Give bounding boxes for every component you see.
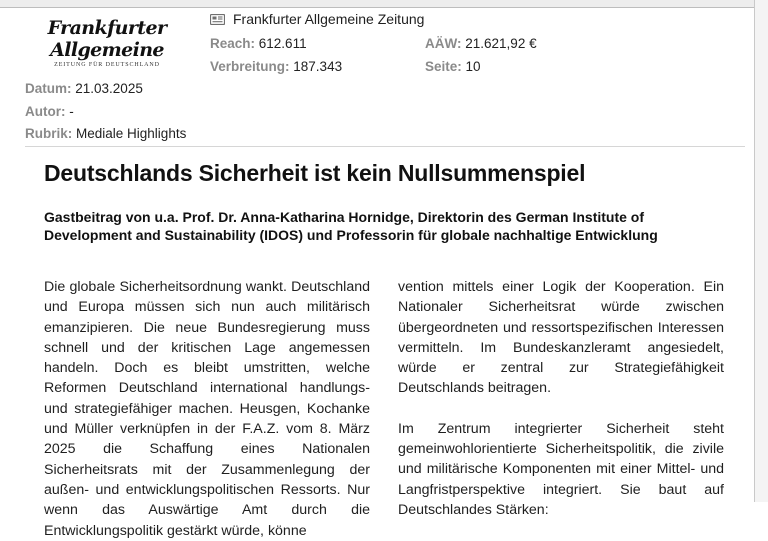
page-value: 10 bbox=[465, 59, 481, 74]
distribution-value: 187.343 bbox=[293, 59, 343, 74]
header-divider bbox=[25, 146, 745, 147]
aaw-value: 21.621,92 € bbox=[465, 36, 537, 51]
article-column-2 bbox=[398, 277, 724, 520]
logo-wordmark: Frankfurter Allgemeine bbox=[47, 17, 167, 61]
author-field bbox=[25, 104, 74, 119]
article-subtitle: Gastbeitrag von u.a. Prof. Dr. Anna-Katharina Hornidge, Direktorin des German Institute of Development and Sustainability (IDOS) und Professorin für globale nachhaltige Entwicklung bbox=[44, 209, 658, 243]
reach-metric bbox=[210, 36, 307, 51]
article-column-1 bbox=[44, 277, 370, 541]
scrollbar-track[interactable] bbox=[754, 0, 768, 502]
top-border bbox=[0, 0, 768, 8]
article-paragraph: Die globale Sicherheitsordnung wankt. Deutschland und Europa müssen sich nun auch militärisch emanzipieren. Die neue Bundesregierung muss schnell und der kritischen Lage angemessen handeln. Doch es bleibt umstritten, welche Reformen Deutschland international handlungs- und strategiefähiger machen. Heusgen, Kochanke und Müller verknüpfen in der F.A.Z. vom 8. März 2025 die Schaffung eines Nationalen Sicherheitsrats mit der Zusammenlegung der außen- und entwicklungspolitischen Ressorts. Nur wenn das Auswärtige Amt durch die Entwicklungspolitik gestärkt würde, könne bbox=[44, 279, 370, 539]
article-title: Deutschlands Sicherheit ist kein Nullsummenspiel bbox=[44, 160, 586, 186]
newspaper-logo bbox=[27, 17, 187, 68]
author-label: Autor: bbox=[25, 104, 66, 119]
newspaper-icon bbox=[210, 14, 225, 25]
reach-value: 612.611 bbox=[258, 36, 307, 51]
publication-name bbox=[210, 11, 424, 27]
page-metric bbox=[425, 59, 481, 74]
logo-tagline: ZEITUNG FÜR DEUTSCHLAND bbox=[54, 62, 160, 68]
author-value: - bbox=[69, 104, 74, 119]
section-field bbox=[25, 126, 186, 141]
date-value: 21.03.2025 bbox=[75, 81, 143, 96]
section-label: Rubrik: bbox=[25, 126, 73, 141]
aaw-metric bbox=[425, 36, 537, 51]
publication-title: Frankfurter Allgemeine Zeitung bbox=[233, 11, 425, 27]
aaw-label: AÄW: bbox=[425, 36, 462, 51]
date-field bbox=[25, 81, 143, 96]
date-label: Datum: bbox=[25, 81, 72, 96]
article-paragraph: vention mittels einer Logik der Kooperation. Ein Nationaler Sicherheitsrat würde zwischen übergeordneten und ressortspezifischen Interessen vermitteln. Im Bundeskanzleramt angesiedelt, würde er zentral zur Strategiefähigkeit Deutschlands beitragen. bbox=[398, 279, 724, 397]
section-value: Mediale Highlights bbox=[76, 126, 187, 141]
distribution-label: Verbreitung: bbox=[210, 59, 290, 74]
page-label: Seite: bbox=[425, 59, 462, 74]
reach-label: Reach: bbox=[210, 36, 256, 51]
article-paragraph: Im Zentrum integrierter Sicherheit steht gemeinwohlorientierte Sicherheitspolitik, die zivile und militärische Komponenten mit einer Mittel- und Langfristperspektive integriert. Sie baut auf Deutschlandes Stärken: bbox=[398, 420, 724, 518]
distribution-metric bbox=[210, 59, 342, 74]
